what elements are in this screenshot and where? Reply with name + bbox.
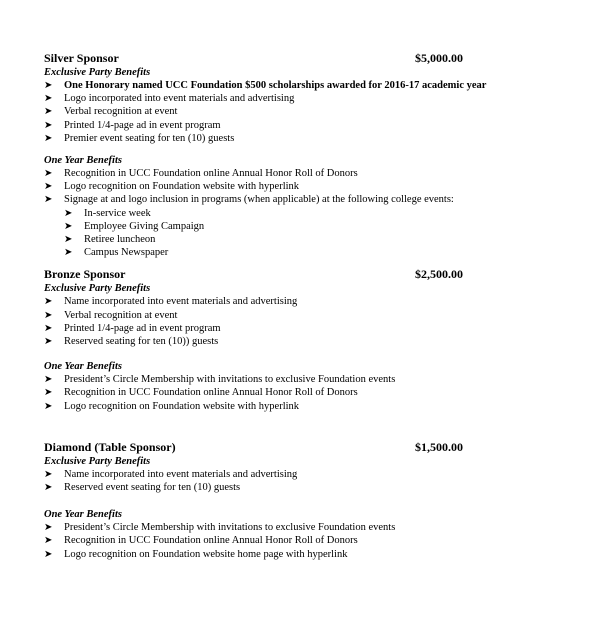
list-item: ➤ Verbal recognition at event bbox=[44, 309, 178, 321]
list-item: ➤ Premier event seating for ten (10) guests bbox=[44, 132, 235, 144]
arrowhead-bullet-icon: ➤ bbox=[44, 535, 53, 547]
arrowhead-bullet-icon: ➤ bbox=[44, 322, 53, 334]
list-item: ➤ One Honorary named UCC Foundation $500 scholarships awarded for 2016-17 academic year bbox=[44, 80, 487, 91]
list-item: ➤ Name incorporated into event materials and advertising bbox=[44, 468, 298, 480]
college-events-list bbox=[44, 207, 544, 260]
arrowhead-bullet-icon: ➤ bbox=[44, 296, 53, 308]
list-item: ➤ President’s Circle Membership with invitations to exclusive Foundation events bbox=[44, 522, 396, 534]
list-item: ➤ In-service week bbox=[64, 207, 151, 219]
arrowhead-bullet-icon: ➤ bbox=[44, 181, 53, 193]
tier-header bbox=[44, 267, 544, 282]
list-item: ➤ Recognition in UCC Foundation online Annual Honor Roll of Donors bbox=[44, 387, 358, 399]
party-benefits-list bbox=[44, 79, 544, 145]
arrowhead-bullet-icon: ➤ bbox=[44, 194, 53, 206]
list-item: ➤ Name incorporated into event materials and advertising bbox=[44, 296, 298, 308]
year-benefits-heading: One Year Benefits bbox=[44, 361, 122, 373]
arrowhead-bullet-icon: ➤ bbox=[44, 119, 53, 131]
tier-bronze bbox=[44, 267, 544, 412]
tier-price: $1,500.00 bbox=[415, 439, 463, 454]
sponsorship-document bbox=[44, 51, 544, 561]
list-item: ➤ Printed 1/4-page ad in event program bbox=[44, 119, 221, 131]
arrowhead-bullet-icon: ➤ bbox=[64, 220, 73, 232]
arrowhead-bullet-icon: ➤ bbox=[44, 336, 53, 348]
tier-diamond bbox=[44, 440, 544, 561]
year-benefits-list bbox=[44, 373, 544, 413]
party-benefits-heading: Exclusive Party Benefits bbox=[44, 67, 151, 78]
arrowhead-bullet-icon: ➤ bbox=[44, 468, 53, 480]
tier-price: $5,000.00 bbox=[415, 51, 463, 65]
list-item: ➤ Retiree luncheon bbox=[64, 234, 156, 246]
arrowhead-bullet-icon: ➤ bbox=[44, 482, 53, 494]
arrowhead-bullet-icon: ➤ bbox=[44, 522, 53, 534]
arrowhead-bullet-icon: ➤ bbox=[44, 168, 53, 180]
party-benefits-heading: Exclusive Party Benefits bbox=[44, 455, 151, 467]
arrowhead-bullet-icon: ➤ bbox=[44, 93, 53, 105]
party-benefits-list bbox=[44, 468, 544, 494]
tier-header bbox=[44, 51, 544, 66]
year-benefits-heading: One Year Benefits bbox=[44, 155, 122, 167]
tier-silver bbox=[44, 51, 544, 259]
tier-name: Silver Sponsor bbox=[44, 51, 119, 65]
arrowhead-bullet-icon: ➤ bbox=[44, 400, 53, 412]
list-item: ➤ President’s Circle Membership with invitations to exclusive Foundation events bbox=[44, 374, 396, 386]
arrowhead-bullet-icon: ➤ bbox=[44, 374, 53, 386]
list-item: ➤ Recognition in UCC Foundation online Annual Honor Roll of Donors bbox=[44, 535, 358, 547]
arrowhead-bullet-icon: ➤ bbox=[44, 309, 53, 321]
list-item: ➤ Logo recognition on Foundation website home page with hyperlink bbox=[44, 548, 348, 560]
arrowhead-bullet-icon: ➤ bbox=[44, 80, 53, 91]
list-item: ➤ Recognition in UCC Foundation online Annual Honor Roll of Donors bbox=[44, 168, 358, 180]
list-item: ➤ Reserved seating for ten (10)) guests bbox=[44, 336, 219, 348]
list-item: ➤ Logo incorporated into event materials and advertising bbox=[44, 93, 295, 105]
list-item: ➤ Reserved event seating for ten (10) guests bbox=[44, 482, 241, 494]
arrowhead-bullet-icon: ➤ bbox=[64, 234, 73, 246]
year-benefits-heading: One Year Benefits bbox=[44, 509, 122, 521]
arrowhead-bullet-icon: ➤ bbox=[44, 548, 53, 560]
list-item: ➤ Verbal recognition at event bbox=[44, 106, 178, 118]
arrowhead-bullet-icon: ➤ bbox=[44, 106, 53, 118]
party-benefits-list bbox=[44, 295, 544, 348]
list-item: ➤ Campus Newspaper bbox=[64, 247, 169, 259]
list-item: ➤ Logo recognition on Foundation website with hyperlink bbox=[44, 400, 300, 412]
list-item: ➤ Printed 1/4-page ad in event program bbox=[44, 322, 221, 334]
tier-name: Bronze Sponsor bbox=[44, 267, 126, 282]
list-item: ➤ Employee Giving Campaign bbox=[64, 220, 205, 232]
arrowhead-bullet-icon: ➤ bbox=[64, 247, 73, 259]
year-benefits-list bbox=[44, 521, 544, 561]
tier-name: Diamond (Table Sponsor) bbox=[44, 439, 176, 454]
tier-header bbox=[44, 440, 544, 455]
arrowhead-bullet-icon: ➤ bbox=[44, 132, 53, 144]
party-benefits-heading: Exclusive Party Benefits bbox=[44, 283, 151, 295]
list-item: ➤ Logo recognition on Foundation website with hyperlink bbox=[44, 181, 300, 193]
tier-price: $2,500.00 bbox=[415, 267, 463, 282]
year-benefits-list bbox=[44, 167, 544, 207]
arrowhead-bullet-icon: ➤ bbox=[44, 387, 53, 399]
arrowhead-bullet-icon: ➤ bbox=[64, 207, 73, 219]
list-item: ➤ Signage at and logo inclusion in programs (when applicable) at the following college events: bbox=[44, 194, 454, 206]
